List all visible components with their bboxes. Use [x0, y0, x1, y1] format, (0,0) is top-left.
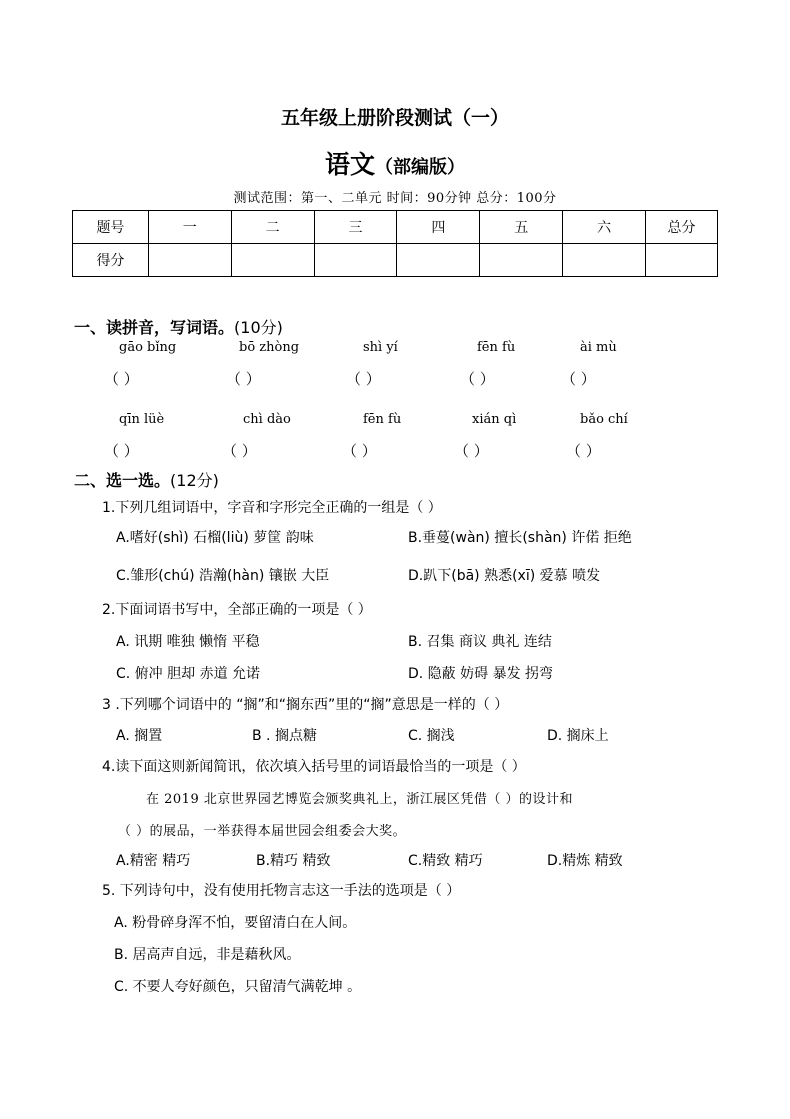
- table-cell: 三: [314, 211, 397, 244]
- answer-blank[interactable]: （ ）: [566, 442, 601, 460]
- pinyin: qīn lüè: [119, 412, 165, 427]
- pinyin: ài mù: [580, 340, 617, 355]
- section1-heading: [74, 315, 283, 338]
- answer-blank[interactable]: （ ）: [226, 370, 261, 388]
- pinyin: bǎo chí: [580, 412, 628, 427]
- table-cell: 题号: [73, 211, 149, 244]
- question-1-option-b[interactable]: B.垂蔓(wàn) 擅长(shàn) 许偌 拒绝: [408, 530, 632, 546]
- table-cell: 得分: [73, 244, 149, 277]
- score-cell[interactable]: [314, 244, 397, 277]
- score-cell[interactable]: [563, 244, 646, 277]
- score-cell[interactable]: [231, 244, 314, 277]
- score-cell[interactable]: [646, 244, 718, 277]
- table-cell: 一: [148, 211, 231, 244]
- score-cell[interactable]: [148, 244, 231, 277]
- question-3-option-b[interactable]: B . 搁点糖: [252, 728, 317, 744]
- pinyin: xián qì: [472, 412, 517, 427]
- table-row-header: [73, 211, 718, 244]
- question-1-option-c[interactable]: C.雏形(chú) 浩瀚(hàn) 镶嵌 大臣: [116, 568, 330, 584]
- table-cell: 四: [397, 211, 480, 244]
- table-cell: 五: [480, 211, 563, 244]
- question-1-stem: 1.下列几组词语中，字音和字形完全正确的一组是（ ）: [102, 500, 442, 516]
- question-5-option-a[interactable]: A. 粉骨碎身浑不怕，要留清白在人间。: [114, 915, 357, 931]
- score-cell[interactable]: [397, 244, 480, 277]
- question-5-option-c[interactable]: C. 不要人夸好颜色，只留清气满乾坤 。: [114, 979, 362, 995]
- answer-blank[interactable]: （ ）: [454, 442, 489, 460]
- question-4-option-d[interactable]: D.精炼 精致: [547, 853, 623, 869]
- question-4-option-c[interactable]: C.精致 精巧: [408, 853, 483, 869]
- answer-blank[interactable]: （ ）: [460, 370, 495, 388]
- pinyin: fēn fù: [477, 340, 516, 355]
- pinyin: fēn fù: [363, 412, 402, 427]
- question-2-stem: 2.下面词语书写中，全部正确的一项是（ ）: [102, 602, 372, 618]
- question-2-option-d[interactable]: D. 隐蔽 妨碍 暴发 拐弯: [408, 666, 554, 682]
- pinyin: chì dào: [243, 412, 291, 427]
- pinyin: shì yí: [363, 340, 398, 355]
- pinyin: bō zhòng: [239, 340, 300, 355]
- answer-blank[interactable]: （ ）: [561, 370, 596, 388]
- score-table: [72, 210, 718, 277]
- pinyin: gāo bǐng: [119, 340, 177, 355]
- question-1-option-d[interactable]: D.趴下(bā) 熟悉(xī) 爱慕 喷发: [408, 568, 601, 584]
- exam-title: 五年级上册阶段测试（一）: [280, 107, 509, 129]
- question-4-stem: 4.读下面这则新闻简讯，依次填入括号里的词语最恰当的一项是（ ）: [102, 759, 526, 775]
- table-cell: 总分: [646, 211, 718, 244]
- question-3-option-c[interactable]: C. 搁浅: [408, 728, 455, 744]
- table-cell: 六: [563, 211, 646, 244]
- table-row-score: [73, 244, 718, 277]
- exam-meta: 测试范围：第一、二单元 时间：90分钟 总分：100分: [233, 191, 557, 206]
- question-2-option-c[interactable]: C. 俯冲 胆却 赤道 允诺: [116, 666, 261, 682]
- question-4-option-b[interactable]: B.精巧 精致: [256, 853, 331, 869]
- section1-points: (10分): [234, 318, 283, 337]
- table-cell: 二: [231, 211, 314, 244]
- question-3-option-a[interactable]: A. 搁置: [116, 728, 163, 744]
- question-3-stem: 3 .下列哪个词语中的 “搁”和“搁东西”里的“搁”意思是一样的（ ）: [102, 697, 509, 713]
- answer-blank[interactable]: （ ）: [346, 370, 381, 388]
- answer-blank[interactable]: （ ）: [104, 442, 139, 460]
- question-4-passage: 在 2019 北京世界园艺博览会颁奖典礼上，浙江展区凭借（ ）的设计和: [146, 792, 573, 807]
- exam-subject: [0, 145, 790, 181]
- score-cell[interactable]: [480, 244, 563, 277]
- question-2-option-b[interactable]: B. 召集 商议 典礼 连结: [408, 634, 552, 650]
- question-3-option-d[interactable]: D. 搁床上: [547, 728, 609, 744]
- answer-blank[interactable]: （ ）: [342, 442, 377, 460]
- question-5-stem: 5. 下列诗句中，没有使用托物言志这一手法的选项是（ ）: [102, 883, 461, 899]
- question-1-option-a[interactable]: A.嗜好(shì) 石榴(liù) 萝筐 韵味: [116, 530, 314, 546]
- section2-points: (12分): [170, 471, 219, 490]
- question-2-option-a[interactable]: A. 讯期 唯独 懒惰 平稳: [116, 634, 260, 650]
- question-5-option-b[interactable]: B. 居高声自远，非是藉秋风。: [114, 947, 301, 963]
- answer-blank[interactable]: （ ）: [222, 442, 257, 460]
- question-4-passage: （ ）的展品，一举获得本届世园会组委会大奖。: [118, 824, 407, 839]
- question-4-option-a[interactable]: A.精密 精巧: [116, 853, 191, 869]
- subject-label: 语文: [324, 150, 375, 179]
- section2-title: 二、选一选。: [74, 471, 171, 490]
- answer-blank[interactable]: （ ）: [104, 370, 139, 388]
- section2-heading: [74, 468, 219, 491]
- edition-label: （部编版）: [375, 157, 465, 178]
- section1-title: 一、读拼音，写词语。: [74, 318, 235, 337]
